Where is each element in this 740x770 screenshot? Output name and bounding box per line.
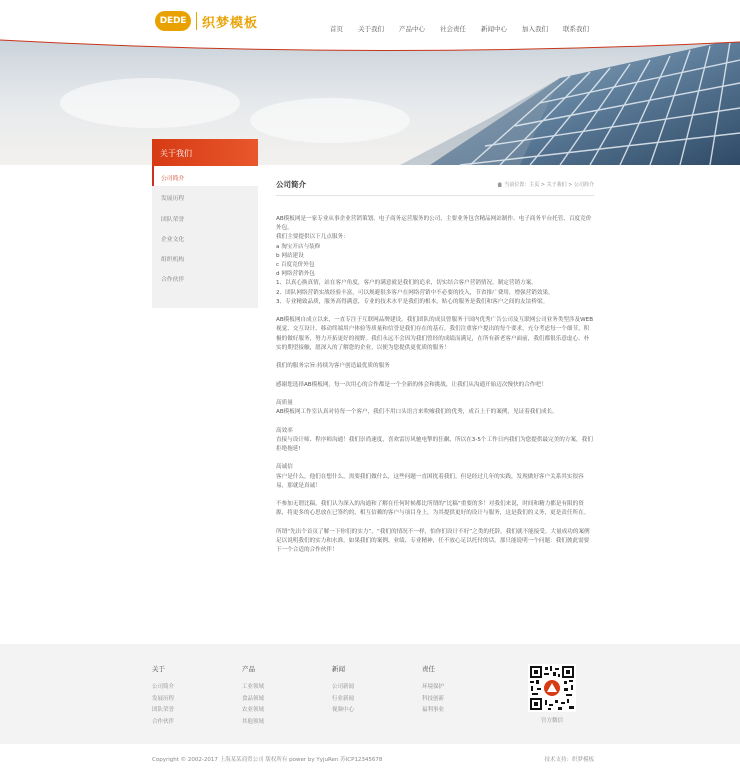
article-paragraph: a 淘宝开店与装修 [276, 243, 321, 250]
bottom-bar [0, 744, 740, 770]
footer-link[interactable]: 食品领域 [242, 695, 265, 702]
article-paragraph: 高诚信 [276, 464, 293, 471]
footer-link[interactable]: 视频中心 [332, 707, 355, 714]
footer-link[interactable]: 发展历程 [152, 695, 175, 702]
content-header [276, 180, 594, 196]
main-content [276, 180, 594, 555]
cloud-shape [60, 78, 240, 128]
footer-link[interactable]: 其他领域 [242, 719, 265, 726]
nav-item-responsibility[interactable]: 社会责任 [440, 25, 466, 33]
breadcrumb-text[interactable]: 当前位置：主页 > 关于我们 > 公司简介 [504, 182, 594, 188]
paragraph-gap [276, 390, 594, 399]
footer-link[interactable]: 行业新闻 [332, 695, 355, 702]
footer-col-products [242, 664, 264, 729]
article-paragraph: 所谓“先出个首页了解一下你们的实力”，“我们的情况不一样，怕你们设计不好”之类的托辞，我们就不能接受。大量成功的案例足以说明我们的实力和水准，如果我们的案例、业绩、专业精神，任不放心足以托付的话，那只能说明一个问题：我们彼此需要下一个合适的合作伙伴！ [276, 528, 590, 554]
copyright-text: Copyright © 2002-2017 上海某某商贸公司 版权所有 power by YyjuRen 苏ICP12345678 [152, 757, 383, 763]
footer-col-news [332, 664, 354, 717]
nav-item-join[interactable]: 加入我们 [522, 25, 548, 33]
page-title: 公司简介 [276, 180, 306, 189]
paragraph-gap [276, 454, 594, 463]
article-paragraph: d 网络营销外包 [276, 271, 315, 278]
footer-link[interactable]: 工业领域 [242, 684, 265, 690]
site-footer [0, 644, 740, 744]
site-logo[interactable] [155, 11, 258, 31]
footer-col-title: 新闻 [332, 665, 345, 673]
banner-top-curve [0, 38, 740, 68]
nav-item-news[interactable]: 新闻中心 [481, 25, 507, 33]
article-paragraph: AB模板网工作室认真对待每一个客户，我们不用口头语言来吹嘘我们的优秀，成百上千的案例，见证着我们成长。 [276, 409, 558, 416]
footer-col-title: 责任 [422, 665, 435, 673]
main-nav [330, 24, 604, 33]
sidebar-menu [152, 166, 258, 308]
article-paragraph: 2、团队网络营销实战经验丰富，可以规避很多客户在网络营销中不必要的投入，节省推广费用，增强营销效果。 [276, 289, 554, 296]
article-paragraph: 1、以真心换真情，站在客户角度，客户的满意就是我们的追求，切实结合客户营销情况，制定营销方案。 [276, 280, 537, 287]
sidebar-title: 关于我们 [152, 139, 258, 166]
article-paragraph: 直接与设计师、程序师沟通！我们崇尚速度，喜欢雷厉风驰电掣的狂飙，所以在3-5个工作日内我们为您提供最完美的方案，我们拒绝拖延! [276, 436, 593, 452]
logo-text: 织梦模板 [202, 15, 259, 31]
article-paragraph: 客户是什么，他们在想什么，需要我们做什么，这些问题一直困扰着我们。但是经过几年的实践，发现做好客户关系其实很容易，那就是真诚！ [276, 473, 584, 489]
article-paragraph: 3、专业精致品质，服务高得满意，专业的技术水平是我们的根本，贴心的服务是我们和客户之间的友谊桥梁。 [276, 298, 549, 305]
footer-link[interactable]: 公司新闻 [332, 684, 355, 690]
footer-link[interactable]: 合作伙伴 [152, 719, 175, 726]
article-paragraph: c 百度竞价外包 [276, 262, 315, 269]
tech-support-link[interactable]: 技术支持：织梦模板 [544, 757, 594, 763]
paragraph-gap [276, 307, 594, 316]
logo-divider [196, 12, 197, 30]
hero-banner [0, 38, 740, 165]
site-header [0, 0, 740, 40]
article-paragraph: 高效率 [276, 427, 293, 434]
footer-link[interactable]: 农业领域 [242, 707, 265, 714]
article-paragraph: 不参加无谓比稿，我们认为深入的沟通和了解在任何时候都比所谓的“比稿”重要的多！对我们来说，时间和精力都是有限的资源，将更多的心思放在已签约的，相互信赖的客户与项目身上，为其提供更好的设计与服务，这是我们的义务，更是责任所在。 [276, 501, 590, 517]
nav-item-about[interactable]: 关于我们 [358, 25, 384, 33]
footer-col-responsibility [422, 664, 444, 717]
paragraph-gap [276, 353, 594, 362]
footer-link[interactable]: 团队荣誉 [152, 707, 175, 714]
footer-col-about [152, 664, 174, 729]
cloud-shape [250, 98, 410, 143]
article-body [276, 215, 594, 555]
sidebar-item-team-honors[interactable]: 团队荣誉 [161, 216, 185, 223]
wechat-qr-code [528, 664, 576, 712]
article-paragraph: 感谢您选择AB模板网，每一次用心的合作都是一个全新的体会和挑战，让我们从沟通开始迈次慢快的合作吧！ [276, 381, 547, 388]
paragraph-gap [276, 417, 594, 426]
sidebar-item-partners[interactable]: 合作伙伴 [161, 277, 185, 284]
nav-item-home[interactable]: 首页 [330, 25, 343, 33]
sidebar-item-history[interactable]: 发展历程 [161, 196, 185, 203]
article-paragraph: b 网站建设 [276, 252, 304, 259]
paragraph-gap [276, 491, 594, 500]
qr-label: 官方微信 [540, 718, 563, 724]
footer-col-title: 产品 [242, 665, 255, 673]
home-icon [497, 182, 502, 187]
article-paragraph: 我们的服务宗旨:持续为客户创造最优质的服务 [276, 363, 390, 370]
sidebar-item-organization[interactable]: 组织机构 [161, 257, 185, 264]
footer-link[interactable]: 科技创新 [422, 695, 445, 702]
article-paragraph: 高质量 [276, 400, 293, 406]
logo-badge: DEDE [155, 11, 191, 31]
footer-col-title: 关于 [152, 665, 165, 673]
article-paragraph: 我们主要提供以下几点服务： [276, 234, 349, 241]
footer-link[interactable]: 公司简介 [152, 684, 175, 690]
paragraph-gap [276, 519, 594, 528]
sidebar-item-culture[interactable]: 企业文化 [161, 236, 185, 243]
footer-link[interactable]: 福利事业 [422, 707, 445, 714]
sidebar-item-company-profile[interactable]: 公司简介 [152, 166, 258, 186]
nav-item-products[interactable]: 产品中心 [399, 25, 425, 33]
article-paragraph: AB模板网是一家专业从事企业营销策划、电子商务运营服务的公司，主要业务包含精品网站制作、电子商务平台托管、百度竞价外包。 [276, 216, 592, 232]
nav-item-contact[interactable]: 联系我们 [563, 25, 589, 33]
footer-link[interactable]: 环境保护 [422, 684, 445, 690]
paragraph-gap [276, 371, 594, 380]
article-paragraph: AB模板网自成立以来，一直专注于互联网品牌建设，我们团队的成员曾服务于国内优秀广告公司及互联网公司业务类型涉及WEB视觉、交互设计、移动终端用户体验等质量和信誉是我们存在的基石。我们注重客户提出的每个要求，充分考虑每一个细节，积极的做好服务，努力开拓更好的视野。我们永远不会因为我们曾经的成绩而满足，在所有新老客户面前，我们都很乐意虚心、朴实的期望接触，愿深入的了解您的企业，以便为您提供更优质的服务！ [276, 317, 594, 351]
breadcrumb [497, 181, 594, 188]
